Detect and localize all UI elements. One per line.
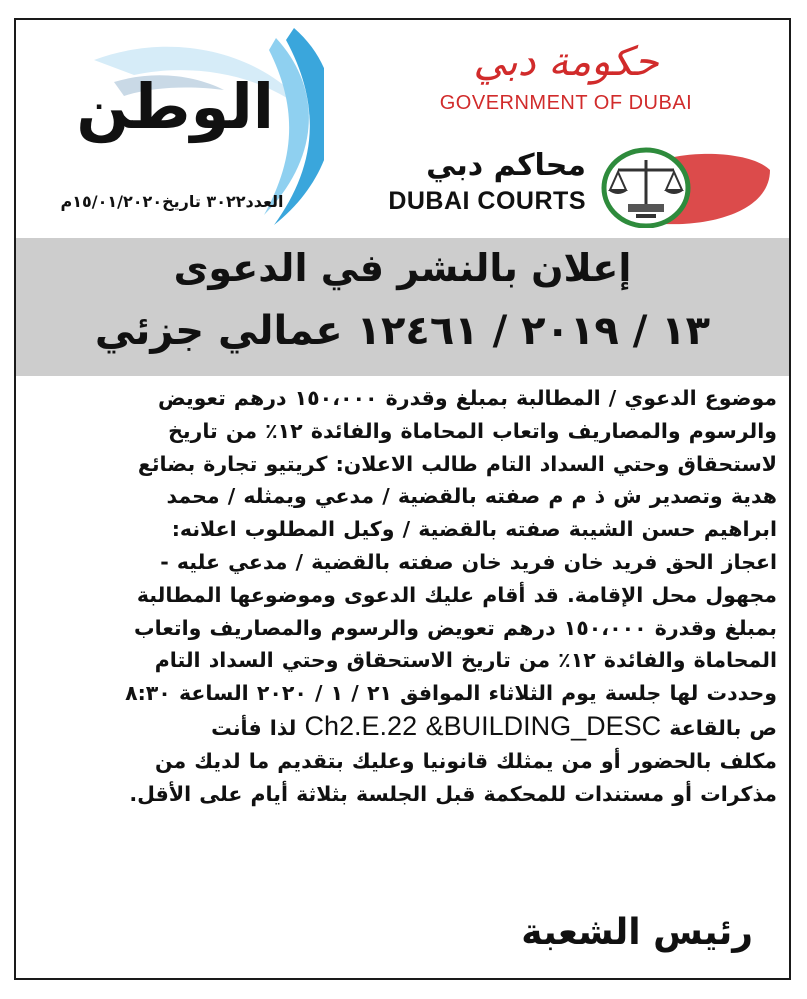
courts-english-name: DUBAI COURTS	[388, 187, 586, 215]
body-line: مذكرات أو مستندات للمحكمة قبل الجلسة بثلاثة أيام على الأقل.	[129, 781, 777, 806]
body-line: المحاماة والفائدة ١٢٪ من تاريخ الاستحقاق وحتي السداد التام	[154, 648, 777, 673]
notice-title: إعلان بالنشر في الدعوى	[173, 246, 632, 290]
notice-frame	[14, 18, 791, 980]
body-line: والرسوم والمصاريف واتعاب المحاماة والفائدة ١٢٪ من تاريخ	[168, 418, 777, 443]
hall-prefix: ص بالقاعة	[669, 715, 777, 740]
body-line: بمبلغ وقدرة ١٥٠،٠٠٠ درهم تعويض والرسوم والمصاريف واتعاب	[134, 615, 777, 640]
body-line: ابراهيم حسن الشيبة صفته بالقضية / وكيل المطلوب اعلانه:	[171, 517, 777, 542]
notice-body	[28, 382, 777, 810]
header	[16, 20, 789, 238]
title-band	[16, 238, 789, 376]
signature: رئيس الشعبة	[521, 912, 753, 953]
newspaper-masthead	[24, 20, 324, 238]
body-line: مكلف بالحضور أو من يمثلك قانونيا وعليك بتقديم ما لديك من	[155, 748, 777, 773]
scales-of-justice-emblem-icon	[594, 140, 774, 228]
hall-line	[28, 710, 777, 745]
government-arabic-wordmark: حكومة دبي	[473, 39, 659, 85]
newspaper-name: الوطن	[76, 70, 274, 143]
dubai-courts-logo	[376, 140, 786, 230]
body-line: مجهول محل الإقامة. قد أقام عليك الدعوى وموضوعها المطالبة	[136, 582, 777, 607]
issue-number-date: العدد٣٠٢٢ تاريخ١٥/٠١/٢٠٢٠م	[60, 192, 284, 211]
courts-wordmark	[376, 146, 586, 216]
hall-code: Ch2.E.22 &BUILDING_DESC	[304, 710, 662, 741]
case-number: ١٣ / ٢٠١٩ / ١٢٤٦١ عمالي جزئي	[94, 308, 711, 354]
hall-suffix: لذا فأنت	[211, 715, 297, 740]
body-line: وحددت لها جلسة يوم الثلاثاء الموافق ٢١ / ١ / ٢٠٢٠ الساعة ٨:٣٠	[125, 681, 777, 706]
body-line: لاستحقاق وحتي السداد التام طالب الاعلان: كريتيو تجارة بضائع	[137, 451, 777, 476]
government-of-dubai-logo	[436, 34, 696, 134]
government-english-wordmark: GOVERNMENT OF DUBAI	[439, 92, 693, 114]
body-line: موضوع الدعوي / المطالبة بمبلغ وقدرة ١٥٠،٠٠٠ درهم تعويض	[157, 386, 777, 410]
body-line: اعجاز الحق فريد خان فريد خان صفته بالقضية / مدعي عليه -	[160, 549, 777, 574]
courts-arabic-name: محاكم دبي	[426, 148, 586, 183]
body-line: هدية وتصدير ش ذ م م صفته بالقضية / مدعي ويمثله / محمد	[166, 484, 777, 509]
